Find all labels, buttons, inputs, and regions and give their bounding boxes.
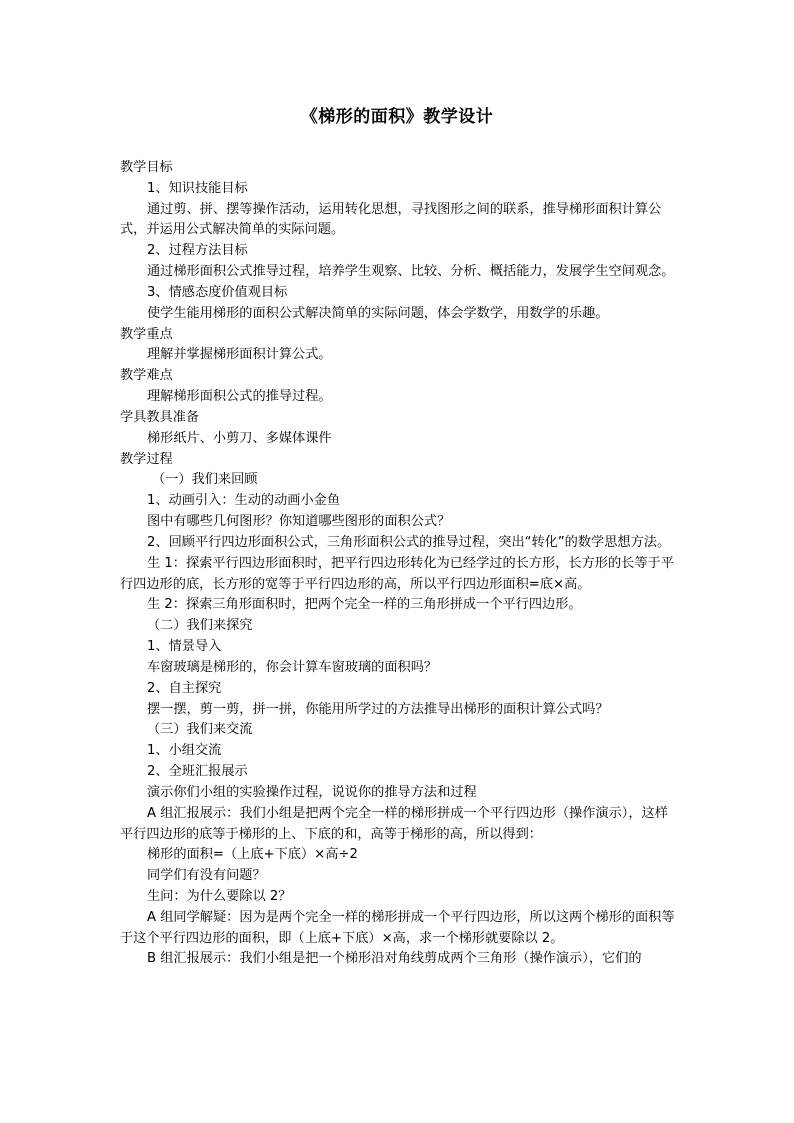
- body-paragraph: 1、小组交流: [147, 743, 222, 759]
- section-heading: 学具教具准备: [120, 409, 200, 425]
- body-paragraph: A 组汇报展示：我们小组是把两个完全一样的梯形拼成一个平行四边形（操作演示），这样平行四边形的底等于梯形的上、下底的和，高等于梯形的高，所以得到：: [120, 805, 668, 842]
- body-paragraph: 使学生能用梯形的面积公式解决简单的实际问题，体会学数学，用数学的乐趣。: [147, 305, 609, 321]
- section-heading: 教学难点: [120, 368, 173, 384]
- document-title: 《梯形的面积》教学设计: [300, 107, 494, 127]
- body-paragraph: A 组同学解疑：因为是两个完全一样的梯形拼成一个平行四边形，所以这两个梯形的面积等于这个平行四边形的面积，即（上底+下底）×高，求一个梯形就要除以 2。: [120, 909, 675, 946]
- body-paragraph: 2、自主探究: [147, 680, 222, 696]
- body-paragraph: （二）我们来探究: [147, 618, 253, 634]
- body-paragraph: 梯形纸片、小剪刀、多媒体课件: [147, 430, 332, 446]
- body-paragraph: 生 1：探索平行四边形面积时，把平行四边形转化为已经学过的长方形，长方形的长等于平行四边形的底，长方形的宽等于平行四边形的高，所以平行四边形面积=底×高。: [120, 555, 674, 592]
- section-heading: 教学目标: [120, 160, 173, 175]
- body-paragraph: 演示你们小组的实验操作过程，说说你的推导方法和过程: [147, 784, 477, 800]
- body-paragraph: 通过梯形面积公式推导过程，培养学生观察、比较、分析、概括能力，发展学生空间观念。: [147, 264, 675, 280]
- body-paragraph: 3、情感态度价值观目标: [147, 284, 288, 300]
- body-paragraph: 通过剪、拼、摆等操作活动，运用转化思想，寻找图形之间的联系，推导梯形面积计算公式，并运用公式解决简单的实际问题。: [120, 201, 662, 238]
- body-paragraph: 1、动画引入：生动的动画小金鱼: [147, 493, 341, 509]
- section-heading: 教学过程: [120, 451, 173, 467]
- body-paragraph: 1、知识技能目标: [147, 180, 248, 196]
- body-paragraph: 2、全班汇报展示: [147, 764, 248, 780]
- body-paragraph: 1、情景导入: [147, 639, 222, 655]
- body-paragraph: 2、回顾平行四边形面积公式，三角形面积公式的推导过程，突出“转化”的数学思想方法。: [147, 534, 671, 550]
- body-paragraph: 图中有哪些几何图形？你知道哪些图形的面积公式？: [147, 514, 451, 530]
- body-paragraph: 2、过程方法目标: [147, 243, 248, 259]
- section-heading: 教学重点: [120, 326, 173, 342]
- body-paragraph: 生问：为什么要除以 2？: [147, 888, 292, 904]
- body-paragraph: 车窗玻璃是梯形的，你会计算车窗玻璃的面积吗？: [147, 659, 438, 675]
- body-paragraph: 理解并掌握梯形面积计算公式。: [147, 347, 332, 363]
- body-paragraph: 同学们有没有问题？: [147, 868, 266, 884]
- body-paragraph: 梯形的面积=（上底+下底）×高÷2: [147, 847, 358, 863]
- body-paragraph: 理解梯形面积公式的推导过程。: [147, 389, 332, 405]
- body-paragraph: 摆一摆，剪一剪，拼一拼，你能用所学过的方法推导出梯形的面积计算公式吗？: [147, 701, 609, 717]
- body-paragraph: （一）我们来回顾: [152, 472, 258, 488]
- body-paragraph: （三）我们来交流: [147, 722, 253, 738]
- body-paragraph: 生 2：探索三角形面积时，把两个完全一样的三角形拼成一个平行四边形。: [147, 597, 582, 613]
- body-paragraph: B 组汇报展示：我们小组是把一个梯形沿对角线剪成两个三角形（操作演示），它们的: [147, 951, 642, 967]
- document-body: [120, 158, 680, 970]
